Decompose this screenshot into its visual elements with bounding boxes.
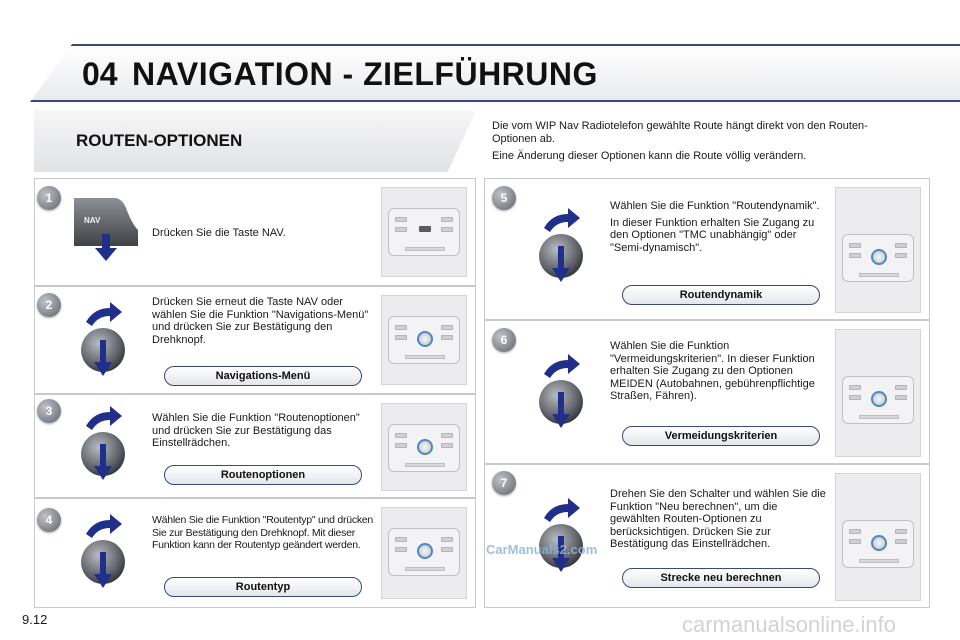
step-instruction: Wählen Sie die Funktion "Routenoptionen" und drücken Sie zur Bestätigung das Einstellrädchen. xyxy=(152,412,360,449)
rotary-knob-illustration xyxy=(534,206,588,276)
radio-illustration xyxy=(836,490,922,600)
watermark: CarManuals2.com xyxy=(486,542,598,557)
rotate-push-icon xyxy=(76,404,130,482)
rotate-push-icon xyxy=(534,206,588,284)
rotary-knob-illustration xyxy=(534,352,588,422)
step-number-badge: 7 xyxy=(492,471,516,495)
step-5-text xyxy=(610,200,830,254)
option-label: Routenoptionen xyxy=(164,465,362,485)
rotate-push-icon xyxy=(76,512,130,590)
rotate-push-icon xyxy=(534,352,588,430)
step-6-text xyxy=(610,340,830,403)
knob-highlight xyxy=(417,331,433,347)
knob-highlight xyxy=(417,439,433,455)
step-1-text xyxy=(152,227,372,240)
radio-illustration xyxy=(382,402,468,490)
intro-paragraph: Die vom WIP Nav Radiotelefon gewählte Route hängt direkt von den Routen-Optionen ab. xyxy=(492,120,868,145)
step-instruction: Wählen Sie die Funktion "Vermeidungskriterien". In dieser Funktion erhalten Sie Zugang zu den Optionen MEIDEN (Autobahnen, gebührenpflichtige Straßen, Fähren). xyxy=(610,340,815,402)
page-title: NAVIGATION - ZIELFÜHRUNG xyxy=(132,56,598,92)
step-number-badge: 6 xyxy=(492,328,516,352)
step-instruction: In dieser Funktion erhalten Sie Zugang zu den Optionen "TMC unabhängig" oder "Semi-dynamisch". xyxy=(610,216,815,254)
nav-key-icon xyxy=(72,188,140,262)
step-number-badge: 4 xyxy=(37,508,61,532)
radio-illustration xyxy=(836,346,922,456)
radio-unit xyxy=(842,520,914,568)
knob-highlight xyxy=(417,543,433,559)
rotary-knob-illustration xyxy=(76,404,130,474)
rotate-push-icon xyxy=(76,300,130,378)
step-number-badge: 2 xyxy=(37,293,61,317)
option-label: Navigations-Menü xyxy=(164,366,362,386)
step-instruction: Drehen Sie den Schalter und wählen Sie die Funktion "Neu berechnen", um die gewählten Routen-Optionen zu berücksichtigen. Drücken Sie zur Bestätigung das Einstellrädchen. xyxy=(610,488,826,550)
step-instruction: Drücken Sie die Taste NAV. xyxy=(152,227,286,239)
radio-unit xyxy=(842,234,914,282)
nav-key-label: NAV xyxy=(84,216,101,225)
step-number-badge: 3 xyxy=(37,399,61,423)
rotate-push-icon xyxy=(534,496,588,574)
nav-button-illustration xyxy=(72,188,140,262)
radio-unit xyxy=(842,376,914,424)
nav-key-highlight xyxy=(419,226,431,232)
option-label: Routentyp xyxy=(164,577,362,597)
option-label: Strecke neu berechnen xyxy=(622,568,820,588)
radio-unit xyxy=(388,528,460,576)
chapter-number: 04 xyxy=(82,56,118,92)
radio-illustration xyxy=(382,506,468,598)
option-label: Routendynamik xyxy=(622,285,820,305)
step-instruction: Drücken Sie erneut die Taste NAV oder wählen Sie die Funktion "Navigations-Menü" und drücken Sie zur Bestätigung den Drehknopf. xyxy=(152,296,369,346)
option-label: Vermeidungskriterien xyxy=(622,426,820,446)
watermark: carmanualsonline.info xyxy=(682,612,897,637)
radio-unit xyxy=(388,424,460,472)
knob-highlight xyxy=(871,391,887,407)
page-number: 9.12 xyxy=(22,612,48,627)
radio-unit xyxy=(388,208,460,256)
step-7-text xyxy=(610,488,830,551)
radio-unit xyxy=(388,316,460,364)
step-number-badge: 1 xyxy=(37,186,61,210)
step-instruction: Wählen Sie die Funktion "Routentyp" und drücken Sie zur Bestätigung den Drehknopf. Mit dieser Funktion kann der Routentyp geändert werden. xyxy=(152,514,374,551)
rotary-knob-illustration xyxy=(76,512,130,582)
step-2-text xyxy=(152,296,374,346)
step-3-text xyxy=(152,412,374,450)
radio-illustration xyxy=(382,186,468,276)
rotary-knob-illustration xyxy=(76,300,130,370)
section-title: ROUTEN-OPTIONEN xyxy=(76,131,243,150)
intro-paragraph: Eine Änderung dieser Optionen kann die Route völlig verändern. xyxy=(492,150,807,162)
intro-text xyxy=(492,120,912,167)
knob-highlight xyxy=(871,535,887,551)
radio-illustration xyxy=(382,294,468,384)
radio-illustration xyxy=(836,204,922,314)
knob-highlight xyxy=(871,249,887,265)
step-number-badge: 5 xyxy=(492,186,516,210)
step-instruction: Wählen Sie die Funktion "Routendynamik". xyxy=(610,200,820,212)
step-4-text xyxy=(152,514,374,552)
